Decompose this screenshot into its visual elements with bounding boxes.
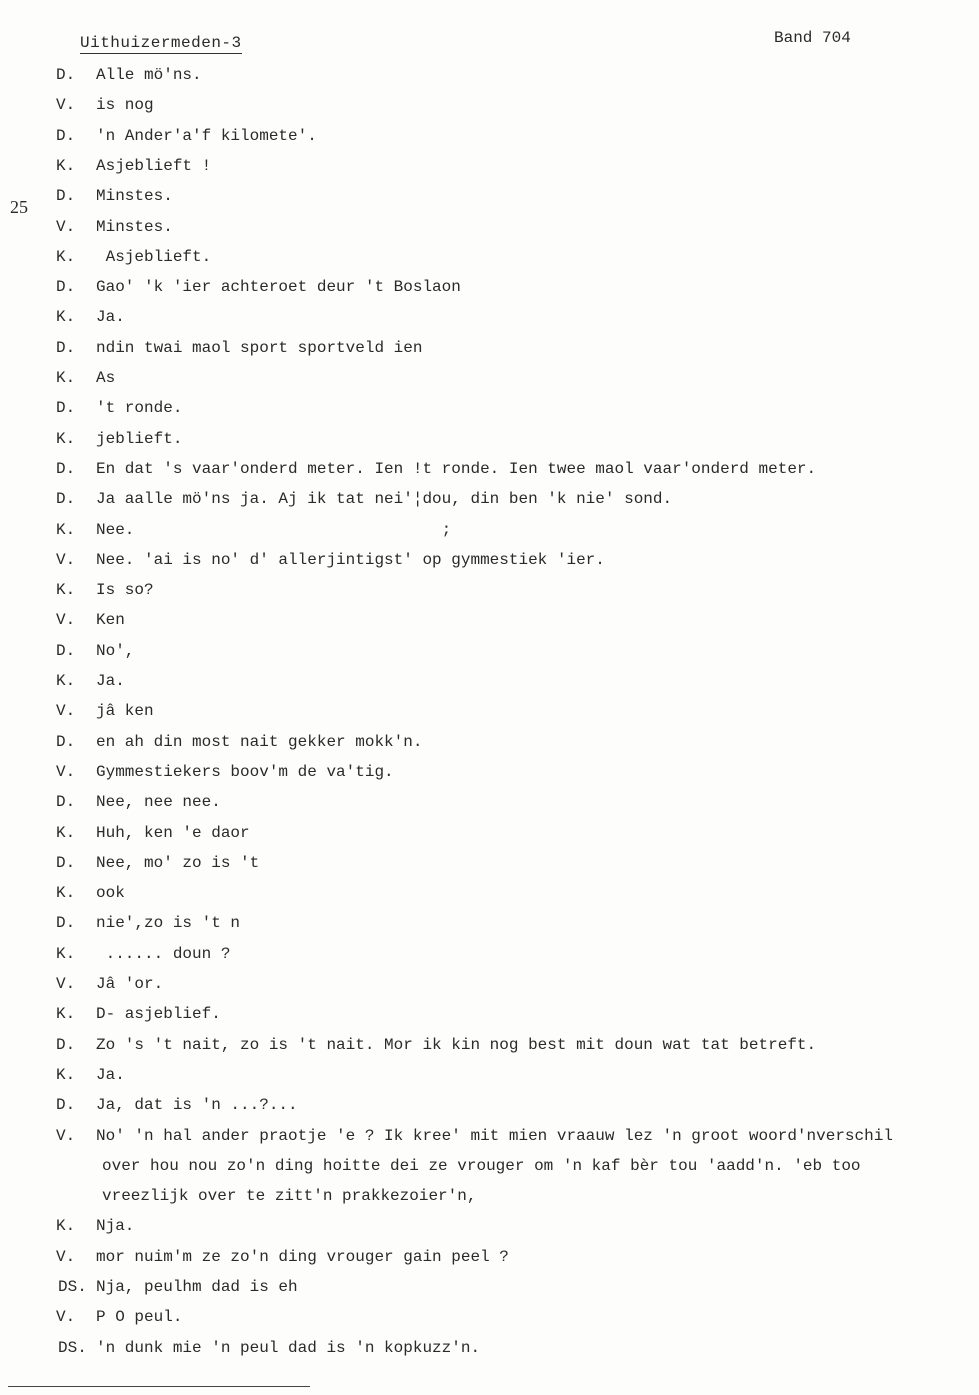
transcript-line [0,1278,979,1308]
speaker-label: D. [56,187,76,206]
utterance-text: Asjeblieft. [96,247,212,266]
transcript-line [0,733,979,763]
utterance-text: Nee. ; [96,520,452,539]
transcript-line [0,611,979,641]
transcript-line [0,642,979,672]
utterance-text: mor nuim'm ze zo'n ding vrouger gain peel ? [96,1247,509,1266]
transcript-line [0,218,979,248]
transcript-line [0,187,979,217]
transcript-line [0,702,979,732]
speaker-label: K. [56,429,76,448]
speaker-label: D. [56,641,76,660]
utterance-text: en ah din most nait gekker mokk'n. [96,732,423,751]
speaker-label: V. [56,702,76,721]
speaker-label: V. [56,96,76,115]
utterance-text: Is so? [96,581,154,600]
utterance-text: over hou nou zo'n ding hoitte dei ze vrouger om 'n kaf bèr tou 'aadd'n. 'eb too [102,1156,861,1175]
speaker-label: V. [56,1247,76,1266]
transcript-line [0,339,979,369]
utterance-text: ook [96,884,125,903]
speaker-label: K. [56,369,76,387]
speaker-label: D. [56,853,76,872]
utterance-text: jâ ken [96,702,154,721]
transcript-line [0,1157,979,1187]
transcript-line [0,490,979,520]
transcript-line [0,763,979,793]
speaker-label: V. [56,975,76,993]
transcript-line [0,581,979,611]
speaker-label: V. [56,1126,76,1145]
utterance-text: Ja aalle mö'ns ja. Aj ik tat nei'¦dou, din ben 'k nie' sond. [96,490,673,509]
utterance-text: D- asjeblief. [96,1005,221,1024]
transcript-line [0,975,979,1005]
transcript-line [0,884,979,914]
utterance-text: nie',zo is 't n [96,914,241,933]
transcript-line [0,430,979,460]
speaker-label: D. [56,459,76,478]
speaker-label: K. [56,823,76,842]
footer-rule [8,1386,310,1387]
utterance-text: P O peul. [96,1308,183,1327]
speaker-label: D. [56,278,76,297]
utterance-text: jeblieft. [96,429,183,448]
utterance-text: vreezlijk over te zitt'n prakkezoier'n, [102,1187,477,1206]
utterance-text: Minstes. [96,217,173,236]
speaker-label: K. [56,884,76,903]
transcript-line [0,1217,979,1247]
speaker-label: K. [56,1217,76,1236]
speaker-label: K. [56,308,76,327]
utterance-text: As [96,369,116,387]
transcript-line [0,1036,979,1066]
transcript-line [0,945,979,975]
utterance-text: ndin twai maol sport sportveld ien [96,338,423,357]
utterance-text: Gao' 'k 'ier achteroet deur 't Boslaon [96,278,461,297]
transcript-line [0,551,979,581]
speaker-label: D. [56,490,76,509]
utterance-text: Nee. 'ai is no' d' allerjintigst' op gymmestiek 'ier. [96,550,605,569]
speaker-label: V. [56,762,76,781]
utterance-text: Nee, nee nee. [96,793,221,812]
speaker-label: D. [56,338,76,357]
utterance-text: 'n dunk mie 'n peul dad is 'n kopkuzz'n. [96,1338,481,1357]
transcript-line [0,672,979,702]
speaker-label: D. [56,732,76,751]
transcript-line [0,308,979,338]
transcript-line [0,1005,979,1035]
speaker-label: K. [56,581,76,600]
transcript-line [0,1248,979,1278]
utterance-text: 't ronde. [96,399,183,418]
transcript-line [0,248,979,278]
transcript-line [0,278,979,308]
transcript-line [0,369,979,399]
utterance-text: Asjeblieft ! [96,156,212,175]
transcript-line [0,96,979,126]
transcript-line [0,793,979,823]
utterance-text: Ja. [96,672,125,690]
speaker-label: K. [56,1065,76,1084]
speaker-label: D. [56,1035,76,1054]
utterance-text: Nee, mo' zo is 't [96,853,260,872]
transcript-line [0,127,979,157]
transcript-line [0,1066,979,1096]
utterance-text: Nja. [96,1217,135,1236]
utterance-text: Alle mö'ns. [96,66,202,84]
speaker-label: D. [56,1096,76,1115]
speaker-label: D. [56,126,76,145]
transcript-line [0,1187,979,1217]
transcript-line [0,1308,979,1338]
utterance-text: No', [96,641,135,660]
speaker-label: K. [56,247,76,266]
transcript-line [0,914,979,944]
transcript-line [0,460,979,490]
transcript-line [0,854,979,884]
margin-line-number: 25 [10,197,28,217]
utterance-text: Huh, ken 'e daor [96,823,250,842]
speaker-label: V. [56,611,76,630]
speaker-label: V. [56,217,76,236]
utterance-text: Zo 's 't nait, zo is 't nait. Mor ik kin nog best mit doun wat tat betreft. [96,1035,817,1054]
speaker-label: K. [56,944,76,963]
utterance-text: Gymmestiekers boov'm de va'tig. [96,762,394,781]
speaker-label: DS. [58,1338,87,1357]
utterance-text: Jâ 'or. [96,975,164,993]
utterance-text: Ja, dat is 'n ...?... [96,1096,298,1115]
band-number: Band 704 [774,29,851,47]
utterance-text: Ken [96,611,125,630]
document-title: Uithuizermeden-3 [80,34,242,52]
utterance-text: En dat 's vaar'onderd meter. Ien !t ronde. Ien twee maol vaar'onderd meter. [96,459,817,478]
transcript-line [0,824,979,854]
speaker-label: K. [56,520,76,539]
speaker-label: K. [56,672,76,690]
speaker-label: V. [56,550,76,569]
utterance-text: Ja. [96,308,125,327]
transcript-line [0,66,979,96]
speaker-label: K. [56,156,76,175]
transcript-line [0,399,979,429]
speaker-label: D. [56,399,76,418]
utterance-text: No' 'n hal ander praotje 'e ? Ik kree' mit mien vraauw lez 'n groot woord'nverschil [96,1126,893,1145]
speaker-label: D. [56,914,76,933]
transcript-line [0,521,979,551]
speaker-label: V. [56,1308,76,1327]
speaker-label: K. [56,1005,76,1024]
speaker-label: DS. [58,1278,87,1296]
utterance-text: 'n Ander'a'f kilomete'. [96,126,317,145]
utterance-text: Minstes. [96,187,173,206]
utterance-text: ...... doun ? [96,944,231,963]
transcript-line [0,1096,979,1126]
utterance-text: Ja. [96,1065,125,1084]
speaker-label: D. [56,66,76,84]
transcript-line [0,1339,979,1369]
transcript-line [0,157,979,187]
speaker-label: D. [56,793,76,812]
utterance-text: Nja, peulhm dad is eh [96,1278,298,1296]
transcript-line [0,1127,979,1157]
utterance-text: is nog [96,96,154,115]
